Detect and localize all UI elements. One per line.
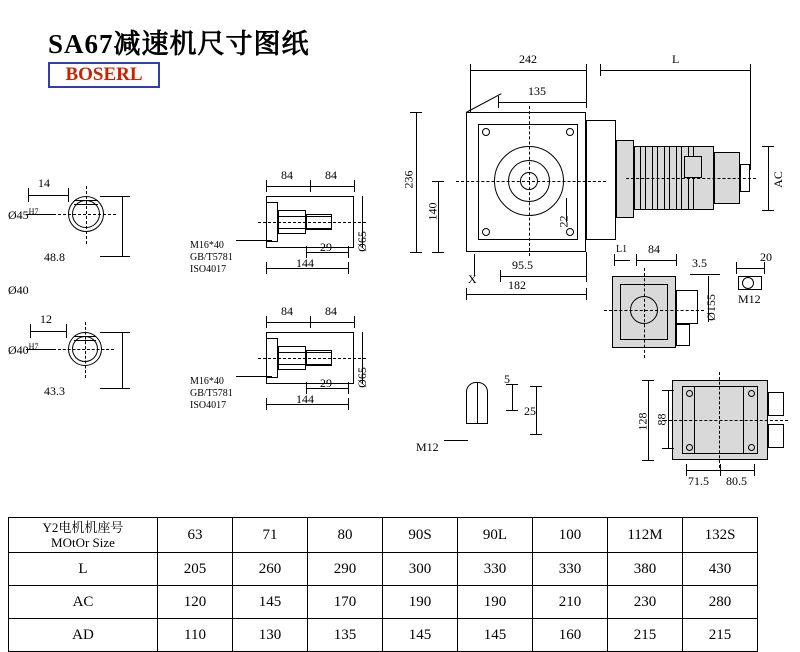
table-cell-L-4: 330 xyxy=(458,553,533,586)
dim-dia65-2: Ø65 xyxy=(354,367,369,388)
table-header-size-1: 71 xyxy=(233,518,308,553)
table-row-label-L: L xyxy=(9,553,158,586)
dim-22: 22 xyxy=(556,215,571,228)
dim-236: 236 xyxy=(401,170,416,189)
dim-71-5: 71.5 xyxy=(688,474,709,488)
dim-242: 242 xyxy=(519,52,537,66)
dim-140: 140 xyxy=(425,202,440,221)
table-header-size-3: 90S xyxy=(383,518,458,553)
dim-dia65-1: Ø65 xyxy=(354,231,369,252)
table-cell-AD-4: 145 xyxy=(458,619,533,652)
dim-25: 25 xyxy=(524,404,536,418)
dim-95-5: 95.5 xyxy=(512,258,533,272)
table-header-size-6: 112M xyxy=(608,518,683,553)
table-header-label: Y2电机机座号 MOtOr Size xyxy=(9,518,158,553)
table-cell-AC-7: 280 xyxy=(683,586,758,619)
dim-144-2: 144 xyxy=(296,392,314,406)
table-cell-L-5: 330 xyxy=(533,553,608,586)
note-gb-1: GB/T5781 xyxy=(190,252,233,263)
dim-84-a1: 84 xyxy=(281,168,293,182)
thread-M12-flange: M12 xyxy=(738,292,761,306)
table-cell-AD-7: 215 xyxy=(683,619,758,652)
dim-182: 182 xyxy=(508,278,526,292)
table-row xyxy=(9,619,758,652)
table-cell-L-7: 430 xyxy=(683,553,758,586)
table-cell-L-2: 290 xyxy=(308,553,383,586)
dim-29-2: 29 xyxy=(320,376,332,390)
table-cell-L-0: 205 xyxy=(158,553,233,586)
dim-3-5: 3.5 xyxy=(692,256,707,270)
spec-table xyxy=(8,517,758,652)
table-cell-AC-4: 190 xyxy=(458,586,533,619)
note-iso-2: ISO4017 xyxy=(190,400,227,411)
dim-dia40-note: Ø40 xyxy=(8,283,29,297)
table-header-size-2: 80 xyxy=(308,518,383,553)
table-cell-L-6: 380 xyxy=(608,553,683,586)
label-M12-key: M12 xyxy=(416,440,439,454)
table-row xyxy=(9,553,758,586)
dim-84-b1: 84 xyxy=(325,168,337,182)
table-cell-L-1: 260 xyxy=(233,553,308,586)
note-m16-2: M16*40 xyxy=(190,376,224,387)
note-m16-1: M16*40 xyxy=(190,240,224,251)
table-row-label-AD: AD xyxy=(9,619,158,652)
dim-L1: L1 xyxy=(616,244,628,255)
table-cell-AD-1: 130 xyxy=(233,619,308,652)
table-header-size-7: 132S xyxy=(683,518,758,553)
dim-12: 12 xyxy=(40,312,52,326)
dim-14: 14 xyxy=(38,176,50,190)
table-header-row xyxy=(9,518,758,553)
dim-48-8: 48.8 xyxy=(44,250,65,264)
table-cell-AC-6: 230 xyxy=(608,586,683,619)
brand-logo-text: BOSERL xyxy=(65,64,143,85)
dim-128: 128 xyxy=(635,412,650,431)
table-cell-AD-3: 145 xyxy=(383,619,458,652)
table-cell-AC-2: 170 xyxy=(308,586,383,619)
dim-43-3: 43.3 xyxy=(44,384,65,398)
table-cell-AD-2: 135 xyxy=(308,619,383,652)
dim-88: 88 xyxy=(654,413,669,426)
table-cell-AC-0: 120 xyxy=(158,586,233,619)
table-header-size-5: 100 xyxy=(533,518,608,553)
brand-logo xyxy=(48,62,160,88)
mark-X: X xyxy=(468,272,477,286)
table-cell-AC-5: 210 xyxy=(533,586,608,619)
dim-5: 5 xyxy=(504,372,510,386)
dim-dia155: Ø155 xyxy=(703,294,718,321)
page-title: SA67减速机尺寸图纸 xyxy=(48,29,310,59)
dim-80-5: 80.5 xyxy=(726,474,747,488)
table-row xyxy=(9,586,758,619)
note-gb-2: GB/T5781 xyxy=(190,388,233,399)
table-cell-AD-6: 215 xyxy=(608,619,683,652)
dim-84-flange: 84 xyxy=(648,242,660,256)
dim-L: L xyxy=(672,52,680,66)
table-cell-L-3: 300 xyxy=(383,553,458,586)
table-header-size-0: 63 xyxy=(158,518,233,553)
table-row-label-AC: AC xyxy=(9,586,158,619)
table-cell-AC-1: 145 xyxy=(233,586,308,619)
table-cell-AD-0: 110 xyxy=(158,619,233,652)
dim-135: 135 xyxy=(528,84,546,98)
dim-20: 20 xyxy=(760,250,772,264)
dim-29-1: 29 xyxy=(320,240,332,254)
note-iso-1: ISO4017 xyxy=(190,264,227,275)
table-header-size-4: 90L xyxy=(458,518,533,553)
dim-84-b2: 84 xyxy=(325,304,337,318)
dim-dia45: $Ø45^{H7}$ xyxy=(8,207,39,222)
dim-84-a2: 84 xyxy=(281,304,293,318)
dim-144-1: 144 xyxy=(296,256,314,270)
dim-dia40: $Ø40^{H7}$ xyxy=(8,342,39,357)
table-cell-AC-3: 190 xyxy=(383,586,458,619)
dim-AC: AC xyxy=(770,171,785,188)
table-cell-AD-5: 160 xyxy=(533,619,608,652)
